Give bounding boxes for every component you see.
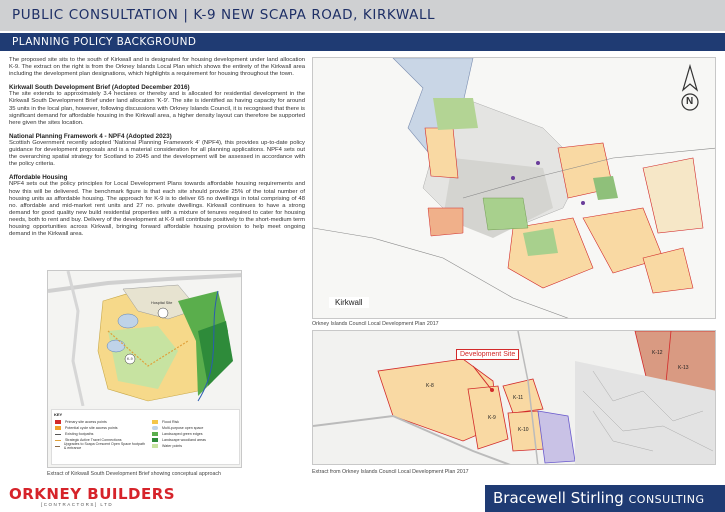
site-label-k11: K-11 <box>513 395 524 401</box>
town-map-drawing <box>313 58 716 319</box>
body-text <box>9 57 305 244</box>
consultant-banner <box>485 485 725 512</box>
kirkwall-label: Kirkwall <box>329 297 369 308</box>
detail-map <box>312 330 716 465</box>
legend-item: Landscaped green edges <box>152 431 240 437</box>
section-text-affordable: NPF4 sets out the policy principles for Local Development Plans towards affordable housing requirements and how this will be delivered. The benchmark figure is that each site should provide 25% of the total number of housing units as affordable housing. The approach for K-9 is to deliver 65 no dwellings in total comprising of 48 no. affordable and mid-market rent units and 27 no. private dwellings. Kirkwall continues to have a strong demand for good quality new build residential properties with a mixture of tenures required to cater for housing needs, both to rent and buy. Delivery of the development at K-9 will contribute positively to the short-medium term housing opportunities across Kirkwall, bringing forward affordable housing provision to help meet ongoing demand in the Kirkwall area. <box>9 181 305 238</box>
legend-item: Strategic Active Travel Connections <box>55 437 145 443</box>
site-label-k13: K-13 <box>678 365 689 371</box>
intro-paragraph: The proposed site sits to the south of Kirkwall and is designated for housing development under land allocation K-9. The extract on the right is from the Orkney Islands Local Plan which shows the entirety of the Kirkwall area including the development plan designations, which highlights a requirement for housing throughout the town. <box>9 57 305 78</box>
brief-legend <box>51 409 240 465</box>
town-map <box>312 57 716 319</box>
legend-item: Flood Risk <box>152 419 240 425</box>
page-title: PUBLIC CONSULTATION | K-9 NEW SCAPA ROAD, KIRKWALL <box>12 7 436 23</box>
brief-map-drawing <box>48 271 242 406</box>
legend-item: Upgrades to Scapa Crescent Open Space footpath & entrance <box>55 443 145 449</box>
legend-item: Water points <box>152 443 240 449</box>
section-heading-brief: Kirkwall South Development Brief (Adopted December 2016) <box>9 84 190 92</box>
orkney-builders-logo <box>9 487 175 507</box>
logo-sub-text: [CONTRACTORS] LTD <box>41 502 114 507</box>
section-text-brief: The site extends to approximately 3.4 hectares or thereby and is allocated for residential development in the Kirkwall South Development Brief under land allocation 'K-9'. The site is identified as having capacity for around 35 units in the local plan, however, following discussions with Orkney Islands Council, it is recognised that there is significant demand for affordable housing in the Kirkwall area, a higher density layout can therefore be supported here given the sites location. <box>9 91 305 126</box>
page-subtitle: PLANNING POLICY BACKGROUND <box>12 36 197 48</box>
brief-label-k9: K-9 <box>127 357 133 361</box>
site-label-k12: K-12 <box>652 350 663 356</box>
site-label-k8: K-8 <box>426 383 434 389</box>
section-heading-affordable: Affordable Housing <box>9 174 68 182</box>
north-label: N <box>686 96 694 107</box>
title-bar <box>0 0 725 31</box>
town-map-caption: Orkney Islands Council Local Development Plan 2017 <box>312 321 439 327</box>
legend-title: KEY <box>54 412 63 417</box>
brief-label-hospital: Hospital Site <box>151 301 173 305</box>
site-label-k10: K-10 <box>518 427 529 433</box>
section-text-npf4: Scottish Government recently adopted 'National Planning Framework 4' (NPF4), this provides up-to-date policy guidance for development proposals and is a material consideration for all planning applications. NPF4 sets out the overarching spatial strategy for Scotland to 2045 and the development will be assessed in accordance with the policy criteria. <box>9 139 305 168</box>
legend-item: Existing footpaths <box>55 431 145 437</box>
detail-map-caption: Extract from Orkney Islands Council Local Development Plan 2017 <box>312 469 469 475</box>
development-site-callout: Development Site <box>456 349 519 360</box>
legend-item: Multi-purpose open space <box>152 425 240 431</box>
logo-main-text: ORKNEY BUILDERS <box>9 485 176 503</box>
consultant-logo <box>493 489 705 507</box>
legend-item: Landscape woodland areas <box>152 437 240 443</box>
legend-item: Potential cycle site access points <box>55 425 145 431</box>
legend-item: Primary site access points <box>55 419 145 425</box>
consultant-name: Bracewell Stirling <box>493 489 624 507</box>
subtitle-bar <box>0 33 725 51</box>
section-heading-npf4: National Planning Framework 4 - NPF4 (Adopted 2023) <box>9 132 172 140</box>
site-label-k9: K-9 <box>488 415 496 421</box>
consultant-suffix: CONSULTING <box>628 493 705 506</box>
development-brief-map <box>47 270 242 468</box>
brief-map-caption: Extract of Kirkwall South Development Brief showing conceptual approach <box>47 471 222 477</box>
